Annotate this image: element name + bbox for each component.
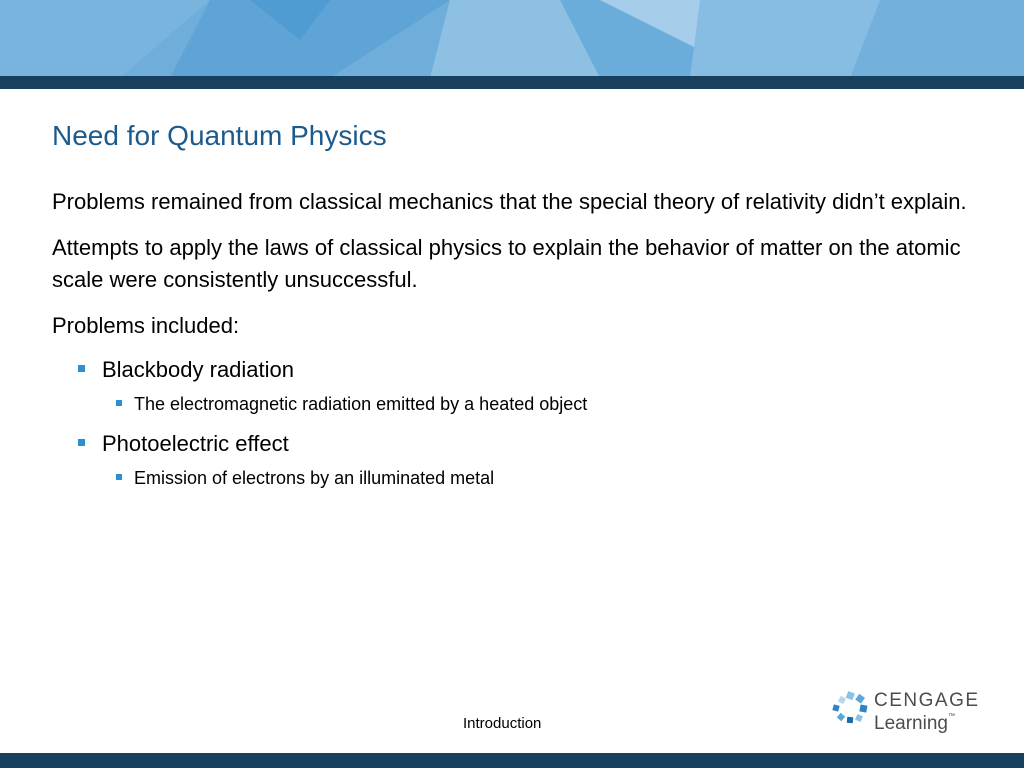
sub-list-item [102, 466, 972, 490]
bullet-label: Photoelectric effect [102, 431, 289, 456]
list-item [52, 430, 972, 490]
paragraph-problems-included: Problems included: [52, 313, 240, 338]
sub-list [102, 392, 972, 416]
paragraph-classical-problems: Problems remained from classical mechanics that the special theory of relativity didn’t explain. [52, 189, 967, 214]
footer-bar [0, 753, 1024, 768]
list-item [52, 356, 972, 416]
square-bullet-icon [116, 400, 122, 406]
header-rule [0, 76, 1024, 89]
cengage-learning-logo [830, 688, 990, 738]
logo-wordmark-learning: Learning™ [874, 713, 955, 734]
header-banner [0, 0, 1024, 78]
banner-pattern [0, 0, 1024, 78]
slide-body [52, 186, 972, 504]
square-bullet-icon [78, 439, 85, 446]
footer-section-label: Introduction [463, 715, 542, 732]
cengage-swirl-icon [830, 690, 870, 730]
sub-list-item [102, 392, 972, 416]
square-bullet-icon [78, 365, 85, 372]
sub-bullet-label: Emission of electrons by an illuminated metal [134, 468, 495, 488]
bullet-label: Blackbody radiation [102, 357, 295, 382]
slide-title: Need for Quantum Physics [52, 120, 387, 151]
paragraph-attempts: Attempts to apply the laws of classical physics to explain the behavior of matter on the atomic scale were consistently unsuccessful. [52, 235, 961, 292]
sub-list [102, 466, 972, 490]
problem-list [52, 356, 972, 490]
trademark-symbol: ™ [947, 713, 955, 720]
square-bullet-icon [116, 474, 122, 480]
logo-wordmark-cengage: CENGAGE [874, 690, 980, 711]
sub-bullet-label: The electromagnetic radiation emitted by a heated object [134, 394, 588, 414]
